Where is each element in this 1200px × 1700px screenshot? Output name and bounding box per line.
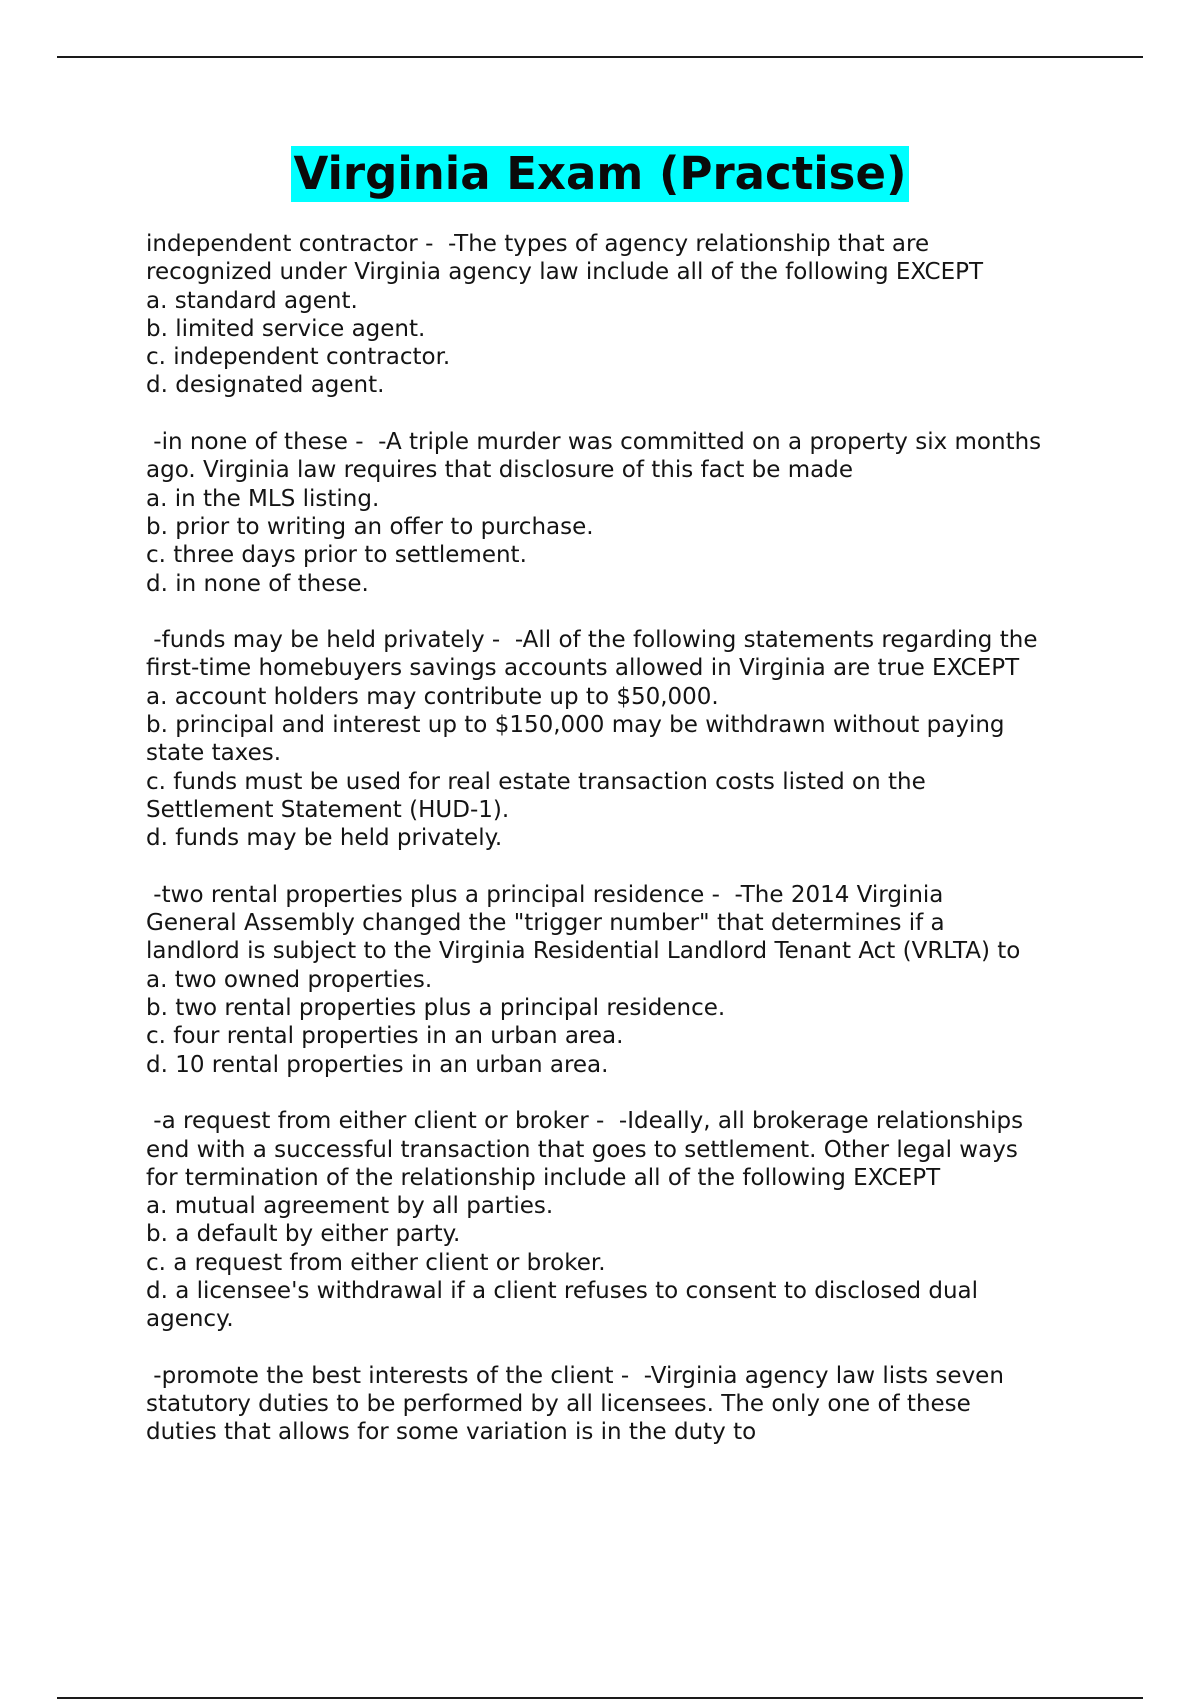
- question-line: a. standard agent.: [146, 287, 358, 314]
- question-line: a. mutual agreement by all parties.: [146, 1193, 554, 1220]
- question-block: [146, 881, 1106, 1079]
- question-line: b. two rental properties plus a principal residence.: [146, 995, 726, 1022]
- question-line: c. funds must be used for real estate transaction costs listed on the: [146, 768, 926, 795]
- question-line: independent contractor - -The types of agency relationship that are: [146, 231, 930, 257]
- title-wrap: [0, 146, 1200, 202]
- question-line: a. in the MLS listing.: [146, 485, 380, 512]
- question-line: first-time homebuyers savings accounts allowed in Virginia are true EXCEPT: [146, 655, 1020, 682]
- question-line: b. limited service agent.: [146, 315, 426, 342]
- question-line: statutory duties to be performed by all licensees. The only one of these: [146, 1391, 971, 1418]
- question-line: c. a request from either client or broker.: [146, 1249, 606, 1276]
- question-list: [146, 230, 1106, 1475]
- question-line: b. principal and interest up to $150,000 may be withdrawn without paying: [146, 712, 1005, 739]
- question-line: d. 10 rental properties in an urban area.: [146, 1051, 609, 1078]
- question-line: Settlement Statement (HUD-1).: [146, 796, 510, 823]
- question-line: d. in none of these.: [146, 570, 369, 597]
- question-block: [146, 1362, 1106, 1447]
- question-line: c. three days prior to settlement.: [146, 542, 527, 569]
- question-line: -funds may be held privately - -All of the following statements regarding the: [146, 627, 1038, 654]
- question-line: end with a successful transaction that goes to settlement. Other legal ways: [146, 1136, 1018, 1163]
- question-line: ago. Virginia law requires that disclosure of this fact be made: [146, 457, 853, 484]
- question-line: for termination of the relationship include all of the following EXCEPT: [146, 1164, 941, 1191]
- question-line: a. account holders may contribute up to $50,000.: [146, 683, 719, 710]
- question-line: d. a licensee's withdrawal if a client refuses to consent to disclosed dual: [146, 1277, 979, 1304]
- question-line: landlord is subject to the Virginia Residential Landlord Tenant Act (VRLTA) to: [146, 938, 1021, 965]
- question-block: [146, 626, 1106, 852]
- question-line: -a request from either client or broker - -Ideally, all brokerage relationships: [146, 1108, 1024, 1135]
- question-line: a. two owned properties.: [146, 966, 433, 993]
- question-line: b. prior to writing an offer to purchase.: [146, 513, 594, 540]
- bottom-rule: [57, 1697, 1143, 1699]
- question-line: duties that allows for some variation is in the duty to: [146, 1419, 757, 1446]
- top-rule: [57, 56, 1143, 58]
- question-line: -promote the best interests of the client - -Virginia agency law lists seven: [146, 1362, 1004, 1389]
- question-line: agency.: [146, 1306, 234, 1333]
- question-block: [146, 428, 1106, 598]
- question-line: -in none of these - -A triple murder was committed on a property six months: [146, 429, 1042, 456]
- question-line: d. funds may be held privately.: [146, 825, 503, 852]
- question-line: recognized under Virginia agency law include all of the following EXCEPT: [146, 259, 984, 286]
- question-line: General Assembly changed the "trigger number" that determines if a: [146, 910, 945, 937]
- question-block: [146, 230, 1106, 400]
- question-block: [146, 1107, 1106, 1333]
- question-line: state taxes.: [146, 740, 282, 767]
- question-line: -two rental properties plus a principal residence - -The 2014 Virginia: [146, 881, 944, 908]
- question-line: b. a default by either party.: [146, 1221, 461, 1248]
- question-line: c. four rental properties in an urban area.: [146, 1023, 624, 1050]
- question-line: d. designated agent.: [146, 372, 385, 399]
- question-line: c. independent contractor.: [146, 344, 451, 371]
- document-title: Virginia Exam (Practise): [293, 147, 907, 200]
